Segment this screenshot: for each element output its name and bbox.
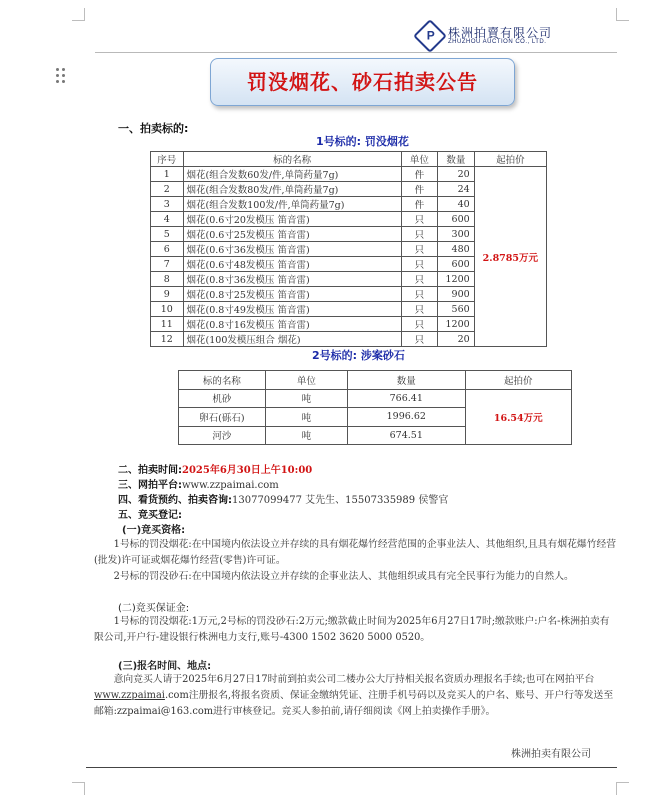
table-cell: 烟花(0.6寸36发模压 笛音雷) [183,242,401,257]
table-cell: 11 [151,317,184,332]
table-cell: 5 [151,227,184,242]
column-header: 起拍价 [474,152,546,167]
contact-line [118,491,448,506]
column-header: 起拍价 [465,371,572,390]
platform-line [118,476,279,491]
sub3-text-b: .com注册报名,将报名资质、保证金缴纳凭证、注册手机号码以及竞买人的户名、账号、开户行等发送至邮箱:zzpaimai@163.com进行审核登记。竞买人参拍前,请仔细阅读《网上拍卖操作手册》。 [94,690,614,717]
table-cell: 吨 [265,389,347,408]
sub3-paragraph [94,672,618,720]
table-cell: 1996.62 [348,408,465,427]
table-cell: 300 [438,227,475,242]
sub1-paragraph-2: 2号标的罚没砂石:在中国境内依法设立并存续的企事业法人、其他组织或具有完全民事行为能力的自然人。 [113,571,574,582]
sub2-paragraph: 1号标的罚没烟花:1万元,2号标的罚没砂石:2万元;缴款截止时间为2025年6月27日17时;缴款账户:户名-株洲拍卖有限公司,开户行-建设银行株洲电力支行,账号-4300 1502 3620 5000 0520。 [94,616,610,643]
table-cell: 7 [151,257,184,272]
sub2-title: (二)竞买保证金: [118,603,190,614]
table-cell: 只 [401,257,437,272]
table-cell: 9 [151,287,184,302]
logo-company-cn: 株洲拍賣有限公司 [448,26,553,40]
table-cell: 吨 [265,426,347,445]
table-cell: 烟花(组合发数80发/件,单筒药量7g) [183,182,401,197]
footer-company: 株洲拍卖有限公司 [511,749,591,760]
table-cell: 烟花(0.8寸49发模压 笛音雷) [183,302,401,317]
footer-rule [86,767,617,768]
table-cell: 只 [401,272,437,287]
lot2-start-price: 16.54万元 [465,389,572,445]
table-cell: 烟花(0.8寸16发模压 笛音雷) [183,317,401,332]
table-row [179,389,572,408]
table-cell: 只 [401,242,437,257]
table-header-row [151,152,547,167]
table-header-row [179,371,572,390]
section5-heading: 五、竞买登记: [118,510,182,521]
table-cell: 只 [401,302,437,317]
lot1-table [150,151,547,347]
lot2-title: 2号标的: 涉案砂石 [312,349,405,362]
table-cell: 1200 [438,317,475,332]
table-cell: 1200 [438,272,475,287]
table-cell: 只 [401,227,437,242]
table-cell: 烟花(组合发数60发/件,单筒药量7g) [183,167,401,182]
table-cell: 件 [401,167,437,182]
page-corner-mark [616,782,629,795]
lot2-table [178,370,572,445]
table-cell: 吨 [265,408,347,427]
sub1-title: (一)竞买资格: [122,525,186,536]
table-cell: 600 [438,212,475,227]
lot1-title: 1号标的: 罚没烟花 [316,135,409,148]
table-cell: 件 [401,182,437,197]
column-header: 标的名称 [183,152,401,167]
table-cell: 只 [401,287,437,302]
table-cell: 机砂 [179,389,266,408]
table-cell: 件 [401,197,437,212]
table-cell: 烟花(0.6寸20发模压 笛音雷) [183,212,401,227]
header-rule [95,52,617,53]
registration-line [118,506,182,521]
platform-link-inline[interactable]: www.zzpaimai [94,690,165,701]
table-cell: 900 [438,287,475,302]
column-header: 数量 [438,152,475,167]
section3-heading: 三、网拍平台: [118,480,182,491]
lot1-start-price: 2.8785万元 [474,167,546,347]
table-cell: 600 [438,257,475,272]
table-cell: 24 [438,182,475,197]
sub1-paragraph-1: 1号标的罚没烟花:在中国境内依法设立并存续的具有烟花爆竹经营范围的企事业法人、其他组织,且具有烟花爆竹经营(批发)许可证或烟花爆竹经营(零售)许可证。 [94,539,617,566]
table-cell: 12 [151,332,184,347]
table-cell: 20 [438,332,475,347]
table-cell: 只 [401,332,437,347]
section4-heading: 四、看货预约、拍卖咨询: [118,495,232,506]
logo-company-en: ZHUZHOU AUCTION CO., LTD. [448,39,547,45]
table-cell: 烟花(组合发数100发/件,单筒药量7g) [183,197,401,212]
contact-info: 13077099477 艾先生、15507335989 侯警官 [232,495,449,506]
table-cell: 4 [151,212,184,227]
platform-link[interactable]: www.zzpaimai.com [182,480,279,491]
table-cell: 674.51 [348,426,465,445]
table-row [151,167,547,182]
page-corner-mark [72,8,85,21]
logo-icon: P [413,19,447,53]
table-cell: 河沙 [179,426,266,445]
table-cell: 3 [151,197,184,212]
table-cell: 烟花(0.6寸25发模压 笛音雷) [183,227,401,242]
column-header: 序号 [151,152,184,167]
column-header: 标的名称 [179,371,266,390]
page-corner-mark [72,782,85,795]
sub3-title: (三)报名时间、地点: [118,661,212,672]
column-header: 数量 [348,371,465,390]
table-cell: 560 [438,302,475,317]
table-cell: 烟花(0.8寸25发模压 笛音雷) [183,287,401,302]
table-cell: 烟花(0.6寸48发模压 笛音雷) [183,257,401,272]
sub3-text-a: 意向竞买人请于2025年6月27日17时前到拍卖公司二楼办公大厅持相关报名资质办理报名手续;也可在网拍平台 [113,674,595,685]
table-cell: 烟花(0.8寸36发模压 笛音雷) [183,272,401,287]
table-cell: 10 [151,302,184,317]
table-cell: 480 [438,242,475,257]
table-cell: 只 [401,212,437,227]
table-cell: 40 [438,197,475,212]
table-cell: 766.41 [348,389,465,408]
auction-time: 2025年6月30日上午10:00 [182,465,313,476]
column-header: 单位 [265,371,347,390]
auction-time-line [118,461,312,476]
table-cell: 卵石(砾石) [179,408,266,427]
table-cell: 6 [151,242,184,257]
table-cell: 只 [401,317,437,332]
table-cell: 20 [438,167,475,182]
table-cell: 烟花(100发模压组合 烟花) [183,332,401,347]
section2-heading: 二、拍卖时间: [118,465,182,476]
table-cell: 2 [151,182,184,197]
column-header: 单位 [401,152,437,167]
drag-handle-icon[interactable] [56,68,66,84]
page-title: 罚没烟花、砂石拍卖公告 [210,58,515,106]
page-corner-mark [616,8,629,21]
section1-heading: 一、拍卖标的: [118,122,189,135]
table-cell: 1 [151,167,184,182]
table-cell: 8 [151,272,184,287]
